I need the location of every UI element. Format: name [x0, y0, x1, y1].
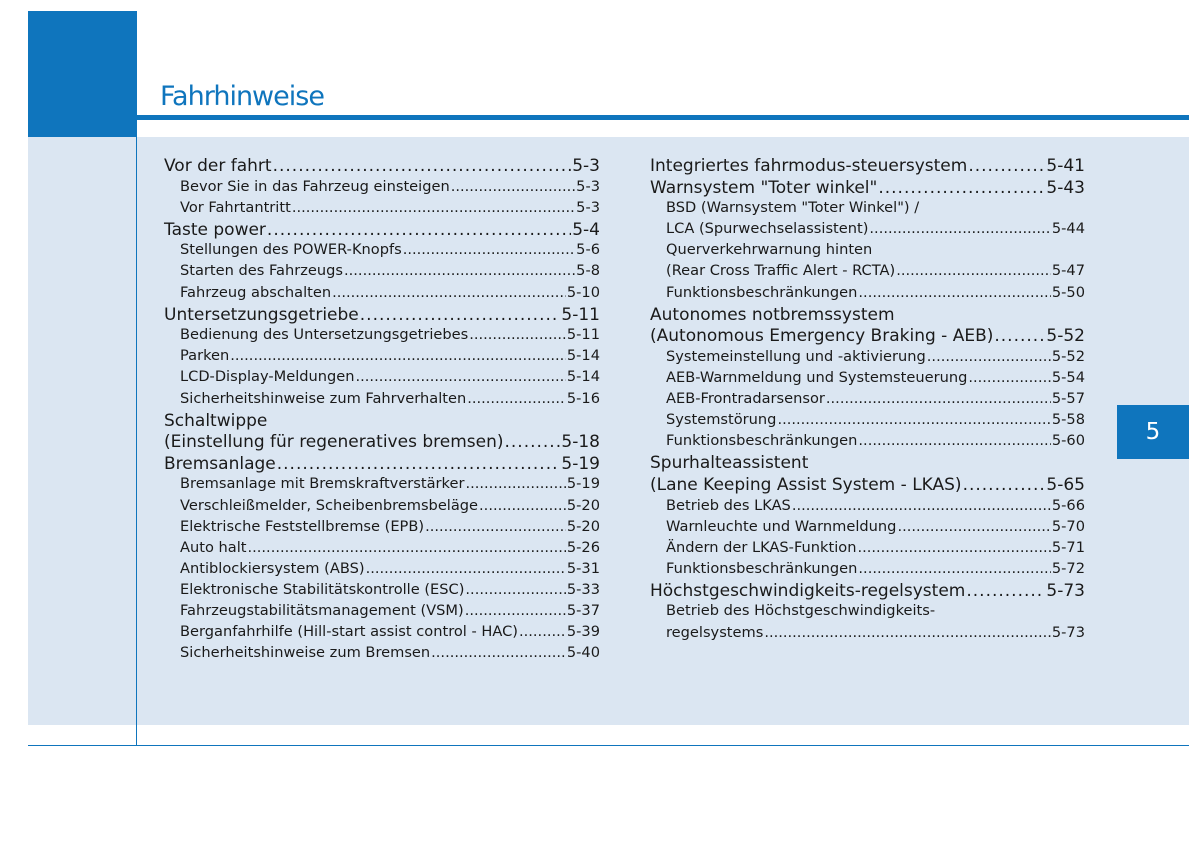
toc-dot-leader	[366, 560, 566, 577]
toc-subsection-entry[interactable]	[650, 369, 1085, 390]
toc-page-number: 5-8	[576, 262, 600, 280]
toc-subsection-entry[interactable]	[164, 581, 600, 602]
toc-subsection-entry[interactable]	[164, 539, 600, 560]
toc-page-number: 5-43	[1046, 177, 1085, 198]
toc-subsection-entry[interactable]	[164, 368, 600, 389]
toc-entry-title: Funktionsbeschränkungen	[666, 283, 858, 301]
toc-entry-title: Vor der fahrt	[164, 156, 272, 176]
toc-entry-title: Integriertes fahrmodus-steuersystem	[650, 156, 968, 176]
toc-subsection-entry[interactable]	[650, 220, 1085, 241]
toc-dot-leader	[465, 581, 565, 598]
toc-dot-leader	[858, 560, 1050, 577]
toc-entry-title: Spurhalteassistent	[650, 453, 809, 474]
toc-dot-leader	[857, 539, 1050, 556]
toc-entry-title: Systemeinstellung und -aktivierung	[666, 347, 926, 365]
toc-dot-leader	[248, 539, 566, 556]
toc-subsection-entry[interactable]	[164, 241, 600, 262]
toc-entry-title: Schaltwippe	[164, 410, 268, 431]
toc-subsection-entry[interactable]	[164, 262, 600, 283]
toc-dot-leader	[403, 241, 575, 258]
toc-entry-title: Untersetzungsgetriebe	[164, 304, 359, 325]
toc-page-number: 5-47	[1051, 262, 1085, 280]
toc-entry-title: (Rear Cross Traffic Alert - RCTA)	[666, 262, 896, 280]
toc-page-number: 5-3	[576, 177, 600, 195]
toc-subsection-entry[interactable]	[164, 178, 600, 199]
toc-entry-title: Funktionsbeschränkungen	[666, 432, 858, 450]
toc-page-number: 5-18	[561, 432, 600, 453]
toc-page-number: 5-3	[576, 198, 600, 216]
toc-page-number: 5-10	[566, 283, 600, 301]
toc-page-number: 5-72	[1051, 559, 1085, 577]
toc-subsection-entry[interactable]	[650, 602, 1085, 623]
toc-dot-leader	[968, 156, 1045, 176]
toc-entry-title: (Autonomous Emergency Braking - AEB)	[650, 326, 994, 347]
toc-dot-leader	[966, 581, 1045, 601]
toc-entry-title: AEB-Warnmeldung und Systemsteuerung	[666, 368, 968, 386]
toc-section-entry[interactable]	[164, 305, 600, 327]
toc-dot-leader	[292, 199, 575, 216]
toc-page-number: 5-41	[1046, 156, 1085, 176]
toc-dot-leader	[431, 644, 566, 661]
toc-page-number: 5-39	[566, 623, 600, 641]
toc-section-entry[interactable]	[164, 454, 600, 476]
toc-right-column	[650, 156, 1085, 645]
toc-dot-leader	[858, 432, 1050, 449]
toc-page-number: 5-37	[566, 601, 600, 619]
toc-entry-title: Vor Fahrtantritt	[180, 198, 291, 216]
toc-dot-leader	[927, 348, 1051, 365]
toc-page-number: 5-14	[566, 368, 600, 386]
toc-page-number: 5-4	[572, 219, 600, 240]
toc-entry-title: Systemstörung	[666, 411, 777, 429]
toc-dot-leader	[467, 390, 566, 407]
toc-entry-title: Bevor Sie in das Fahrzeug einsteigen	[180, 177, 450, 195]
toc-subsection-entry[interactable]	[650, 560, 1085, 581]
toc-subsection-entry[interactable]	[650, 241, 1085, 262]
toc-entry-title: Verschleißmelder, Scheibenbremsbeläge	[180, 496, 479, 514]
header-color-block	[28, 11, 137, 137]
toc-section-entry[interactable]	[650, 326, 1085, 348]
toc-section-entry[interactable]	[164, 220, 600, 242]
toc-dot-leader	[465, 602, 566, 619]
toc-page-number: 5-57	[1051, 390, 1085, 408]
toc-entry-title: BSD (Warnsystem "Toter Winkel") /	[666, 199, 920, 217]
toc-entry-title: Bremsanlage	[164, 453, 276, 474]
toc-dot-leader	[896, 262, 1051, 279]
toc-page-number: 5-70	[1051, 517, 1085, 535]
toc-entry-title: LCD-Display-Meldungen	[180, 368, 355, 386]
toc-dot-leader	[451, 178, 575, 195]
footer-rule	[28, 745, 1189, 746]
toc-entry-title: Fahrzeugstabilitätsmanagement (VSM)	[180, 601, 464, 619]
toc-page-number: 5-44	[1051, 220, 1085, 238]
toc-dot-leader	[878, 178, 1045, 198]
toc-entry-title: Fahrzeug abschalten	[180, 283, 332, 301]
toc-subsection-entry[interactable]	[650, 518, 1085, 539]
toc-page-number: 5-20	[566, 496, 600, 514]
toc-page-number: 5-11	[566, 326, 600, 344]
toc-subsection-entry[interactable]	[650, 390, 1085, 411]
toc-subsection-entry[interactable]	[164, 497, 600, 518]
toc-dot-leader	[273, 156, 572, 176]
toc-subsection-entry[interactable]	[650, 411, 1085, 432]
toc-subsection-entry[interactable]	[650, 432, 1085, 453]
toc-entry-title: Autonomes notbremssystem	[650, 304, 895, 325]
toc-page-number: 5-60	[1051, 432, 1085, 450]
toc-entry-title: (Lane Keeping Assist System - LKAS)	[650, 474, 962, 495]
toc-page-number: 5-26	[566, 538, 600, 556]
chapter-tab[interactable]: 5	[1117, 405, 1189, 459]
toc-page-number: 5-3	[572, 156, 600, 176]
toc-page-number: 5-6	[576, 241, 600, 259]
toc-subsection-entry[interactable]	[650, 624, 1085, 645]
toc-subsection-entry[interactable]	[164, 644, 600, 665]
toc-left-column	[164, 156, 600, 665]
toc-subsection-entry[interactable]	[650, 539, 1085, 560]
toc-page-number: 5-19	[566, 475, 600, 493]
toc-section-entry[interactable]	[650, 156, 1085, 178]
toc-entry-title: Warnleuchte und Warnmeldung	[666, 517, 897, 535]
toc-section-entry[interactable]	[650, 305, 1085, 327]
toc-dot-leader	[479, 497, 566, 514]
toc-dot-leader	[792, 497, 1051, 514]
toc-section-entry[interactable]	[650, 475, 1085, 497]
toc-dot-leader	[994, 326, 1045, 346]
toc-subsection-entry[interactable]	[164, 390, 600, 411]
toc-page-number: 5-31	[566, 559, 600, 577]
toc-section-entry[interactable]	[164, 432, 600, 454]
margin-rule	[136, 137, 137, 746]
toc-entry-title: Warnsystem "Toter winkel"	[650, 177, 878, 198]
toc-entry-title: Auto halt	[180, 538, 247, 556]
toc-subsection-entry[interactable]	[650, 262, 1085, 283]
toc-section-entry[interactable]	[650, 178, 1085, 200]
toc-dot-leader	[858, 284, 1050, 301]
toc-page-number: 5-40	[566, 644, 600, 662]
toc-page-number: 5-19	[561, 453, 600, 474]
toc-entry-title: Betrieb des Höchstgeschwindigkeits-	[666, 602, 936, 620]
toc-dot-leader	[425, 518, 566, 535]
toc-section-entry[interactable]	[164, 411, 600, 433]
toc-subsection-entry[interactable]	[650, 497, 1085, 518]
toc-subsection-entry[interactable]	[164, 602, 600, 623]
toc-dot-leader	[764, 624, 1051, 641]
toc-page-number: 5-33	[566, 580, 600, 598]
toc-entry-title: Starten des Fahrzeugs	[180, 262, 344, 280]
toc-entry-title: Bremsanlage mit Bremskraftverstärker	[180, 475, 465, 493]
title-underline	[137, 115, 1189, 120]
toc-entry-title: LCA (Spurwechselassistent)	[666, 220, 869, 238]
toc-subsection-entry[interactable]	[650, 199, 1085, 220]
toc-dot-leader	[826, 390, 1051, 407]
toc-entry-title: Elektronische Stabilitätskontrolle (ESC)	[180, 580, 465, 598]
toc-page-number: 5-50	[1051, 283, 1085, 301]
toc-entry-title: Höchstgeschwindigkeits-regelsystem	[650, 580, 966, 601]
toc-subsection-entry[interactable]	[164, 199, 600, 220]
toc-dot-leader	[963, 475, 1046, 495]
toc-page-number: 5-14	[566, 347, 600, 365]
toc-dot-leader	[267, 220, 571, 240]
toc-entry-title: Funktionsbeschränkungen	[666, 559, 858, 577]
toc-dot-leader	[332, 284, 566, 301]
toc-entry-title: Betrieb des LKAS	[666, 496, 791, 514]
toc-entry-title: Parken	[180, 347, 230, 365]
toc-dot-leader	[504, 432, 560, 452]
toc-entry-title: Stellungen des POWER-Knopfs	[180, 241, 402, 259]
toc-page-number: 5-58	[1051, 411, 1085, 429]
toc-entry-title: Sicherheitshinweise zum Fahrverhalten	[180, 389, 467, 407]
toc-page-number: 5-16	[566, 389, 600, 407]
toc-dot-leader	[277, 454, 561, 474]
toc-subsection-entry[interactable]	[650, 348, 1085, 369]
toc-subsection-entry[interactable]	[164, 475, 600, 496]
toc-dot-leader	[519, 623, 566, 640]
toc-entry-title: Ändern der LKAS-Funktion	[666, 538, 857, 556]
toc-subsection-entry[interactable]	[164, 560, 600, 581]
toc-page-number: 5-52	[1046, 326, 1085, 347]
page-title: Fahrhinweise	[160, 81, 324, 112]
toc-entry-title: Sicherheitshinweise zum Bremsen	[180, 644, 431, 662]
toc-entry-title: AEB-Frontradarsensor	[666, 390, 825, 408]
toc-section-entry[interactable]	[650, 581, 1085, 603]
toc-subsection-entry[interactable]	[650, 284, 1085, 305]
toc-dot-leader	[777, 411, 1050, 428]
toc-page-number: 5-66	[1051, 496, 1085, 514]
toc-page-number: 5-65	[1046, 474, 1085, 495]
toc-page-number: 5-20	[566, 517, 600, 535]
toc-subsection-entry[interactable]	[164, 326, 600, 347]
toc-dot-leader	[230, 347, 566, 364]
toc-dot-leader	[344, 262, 575, 279]
toc-subsection-entry[interactable]	[164, 518, 600, 539]
toc-entry-title: Taste power	[164, 219, 266, 240]
toc-dot-leader	[360, 305, 561, 325]
toc-dot-leader	[897, 518, 1050, 535]
toc-section-entry[interactable]	[650, 453, 1085, 475]
toc-page-number: 5-71	[1051, 538, 1085, 556]
toc-section-entry[interactable]	[164, 156, 600, 178]
toc-entry-title: Querverkehrwarnung hinten	[666, 241, 873, 259]
toc-dot-leader	[356, 368, 566, 385]
toc-page-number: 5-73	[1051, 623, 1085, 641]
toc-dot-leader	[869, 220, 1050, 237]
toc-subsection-entry[interactable]	[164, 347, 600, 368]
toc-entry-title: (Einstellung für regeneratives bremsen)	[164, 432, 504, 453]
toc-dot-leader	[968, 369, 1051, 386]
toc-entry-title: Bedienung des Untersetzungsgetriebes	[180, 326, 469, 344]
toc-dot-leader	[469, 326, 566, 343]
toc-dot-leader	[465, 475, 565, 492]
toc-subsection-entry[interactable]	[164, 623, 600, 644]
toc-page-number: 5-73	[1046, 580, 1085, 601]
toc-entry-title: Antiblockiersystem (ABS)	[180, 559, 365, 577]
toc-entry-title: Elektrische Feststellbremse (EPB)	[180, 517, 425, 535]
toc-page-number: 5-54	[1051, 368, 1085, 386]
toc-entry-title: regelsystems	[666, 623, 764, 641]
toc-page-number: 5-11	[561, 304, 600, 325]
toc-entry-title: Berganfahrhilfe (Hill-start assist control - HAC)	[180, 623, 518, 641]
toc-page-number: 5-52	[1051, 347, 1085, 365]
toc-subsection-entry[interactable]	[164, 284, 600, 305]
